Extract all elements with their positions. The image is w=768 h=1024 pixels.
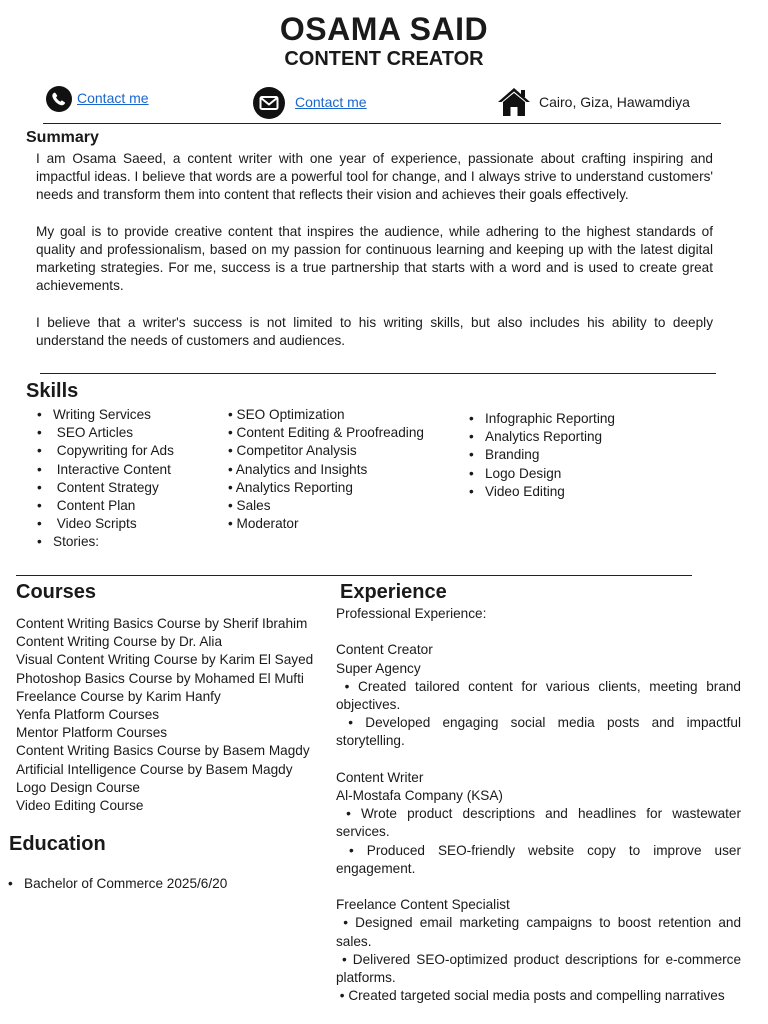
skills-list-2 — [228, 406, 424, 533]
resume-title: CONTENT CREATOR — [284, 48, 484, 70]
experience-heading: Experience — [340, 581, 447, 603]
job-role: Freelance Content Specialist — [336, 897, 510, 913]
job-company: Al-Mostafa Company (KSA) — [336, 788, 503, 803]
phone-icon — [44, 86, 74, 116]
summary-heading: Summary — [26, 129, 99, 146]
list-item: • Interactive Content — [35, 461, 174, 479]
list-item: Visual Content Writing Course by Karim El Sayed — [16, 652, 314, 668]
list-item: • Competitor Analysis — [228, 443, 357, 459]
list-item: • Stories: — [35, 533, 174, 551]
skills-heading: Skills — [26, 380, 79, 402]
list-item: • Bachelor of Commerce 2025/6/20 — [6, 875, 227, 893]
list-item: • Analytics Reporting — [228, 479, 353, 495]
job-bullet: • Delivered SEO-optimized product descriptions for e-commerce platforms. — [336, 951, 745, 986]
list-item: Logo Design Course — [16, 779, 140, 795]
summary-paragraph: My goal is to provide creative content that inspires the audience, while adhering to the highest standards of quality and professionalism, based on my passion for continuous learning and keeping up with the latest digital marketing strategies. For me, success is a true partnership that starts with a word and is used to create great achievements. — [36, 223, 713, 294]
list-item: • Content Strategy — [35, 479, 174, 497]
list-item: • SEO Articles — [35, 424, 174, 442]
job-bullet: • Created targeted social media posts and compelling narratives — [336, 988, 725, 1004]
job-bullet: • Developed engaging social media posts and impactful storytelling. — [336, 715, 745, 749]
list-item: Content Writing Course by Dr. Alia — [16, 634, 223, 650]
job-bullet: • Produced SEO-friendly website copy to improve user engagement. — [336, 842, 745, 876]
list-item: • Writing Services — [35, 406, 174, 424]
experience-body — [336, 605, 745, 1005]
skills-list-1 — [35, 406, 174, 552]
list-item: Artificial Intelligence Course by Basem Magdy — [16, 761, 293, 777]
job-company: Super Agency — [336, 660, 421, 676]
summary-body — [36, 150, 713, 350]
job-role: Content Writer — [336, 769, 424, 785]
list-item: • Moderator — [228, 516, 299, 532]
summary-paragraph: I am Osama Saeed, a content writer with one year of experience, passionate about crafting inspiring and impactful ideas. I believe that words are a powerful tool for change, and I always strive to understand customers' needs and transform them into content that reflects their vision and achieves their goals effectively. — [36, 151, 713, 203]
courses-heading: Courses — [16, 581, 97, 603]
list-item: Photoshop Basics Course by Mohamed El Mufti — [16, 670, 304, 686]
job-bullet: • Designed email marketing campaigns to boost retention and sales. — [336, 915, 745, 949]
courses-list — [16, 615, 313, 815]
list-item: • Video Scripts — [35, 515, 174, 533]
list-item: • Infographic Reporting — [467, 410, 615, 428]
contact-address-text: Cairo, Giza, Hawamdiya — [539, 94, 690, 110]
list-item: • Logo Design — [467, 465, 615, 483]
list-item: • Content Editing & Proofreading — [228, 425, 424, 441]
list-item: Video Editing Course — [16, 798, 144, 814]
list-item: Content Writing Basics Course by Sherif Ibrahim — [16, 616, 308, 631]
education-heading: Education — [9, 833, 106, 855]
list-item: • Video Editing — [467, 483, 615, 501]
job-bullet: • Wrote product descriptions and headlines for wastewater services. — [336, 806, 745, 840]
list-item: • Content Plan — [35, 497, 174, 515]
list-item: • Branding — [467, 446, 615, 464]
header-divider — [43, 123, 721, 124]
job-bullet: • Created tailored content for various clients, meeting brand objectives. — [336, 678, 745, 712]
job-role: Content Creator — [336, 642, 433, 658]
list-item: • Sales — [228, 498, 271, 514]
summary-paragraph: I believe that a writer's success is not limited to his writing skills, but also includes his ability to deeply understand the needs of customers and audiences. — [36, 314, 713, 348]
email-icon — [252, 87, 286, 121]
list-item: Freelance Course by Karim Hanfy — [16, 688, 221, 704]
resume-name: OSAMA SAID — [279, 11, 489, 47]
contact-link-phone[interactable]: Contact me — [77, 90, 149, 106]
experience-intro: Professional Experience: — [336, 606, 487, 621]
home-icon — [497, 86, 531, 118]
list-item: • Analytics Reporting — [467, 428, 615, 446]
list-item: • Copywriting for Ads — [35, 442, 174, 460]
education-list — [6, 875, 227, 893]
contact-link-email[interactable]: Contact me — [295, 94, 367, 110]
skills-divider — [16, 575, 692, 576]
list-item: Yenfa Platform Courses — [16, 707, 160, 723]
list-item: Mentor Platform Courses — [16, 725, 168, 741]
list-item: • Analytics and Insights — [228, 461, 368, 477]
summary-divider — [40, 373, 716, 374]
list-item: • SEO Optimization — [228, 407, 345, 422]
skills-list-3 — [467, 410, 615, 501]
list-item: Content Writing Basics Course by Basem Magdy — [16, 743, 310, 759]
